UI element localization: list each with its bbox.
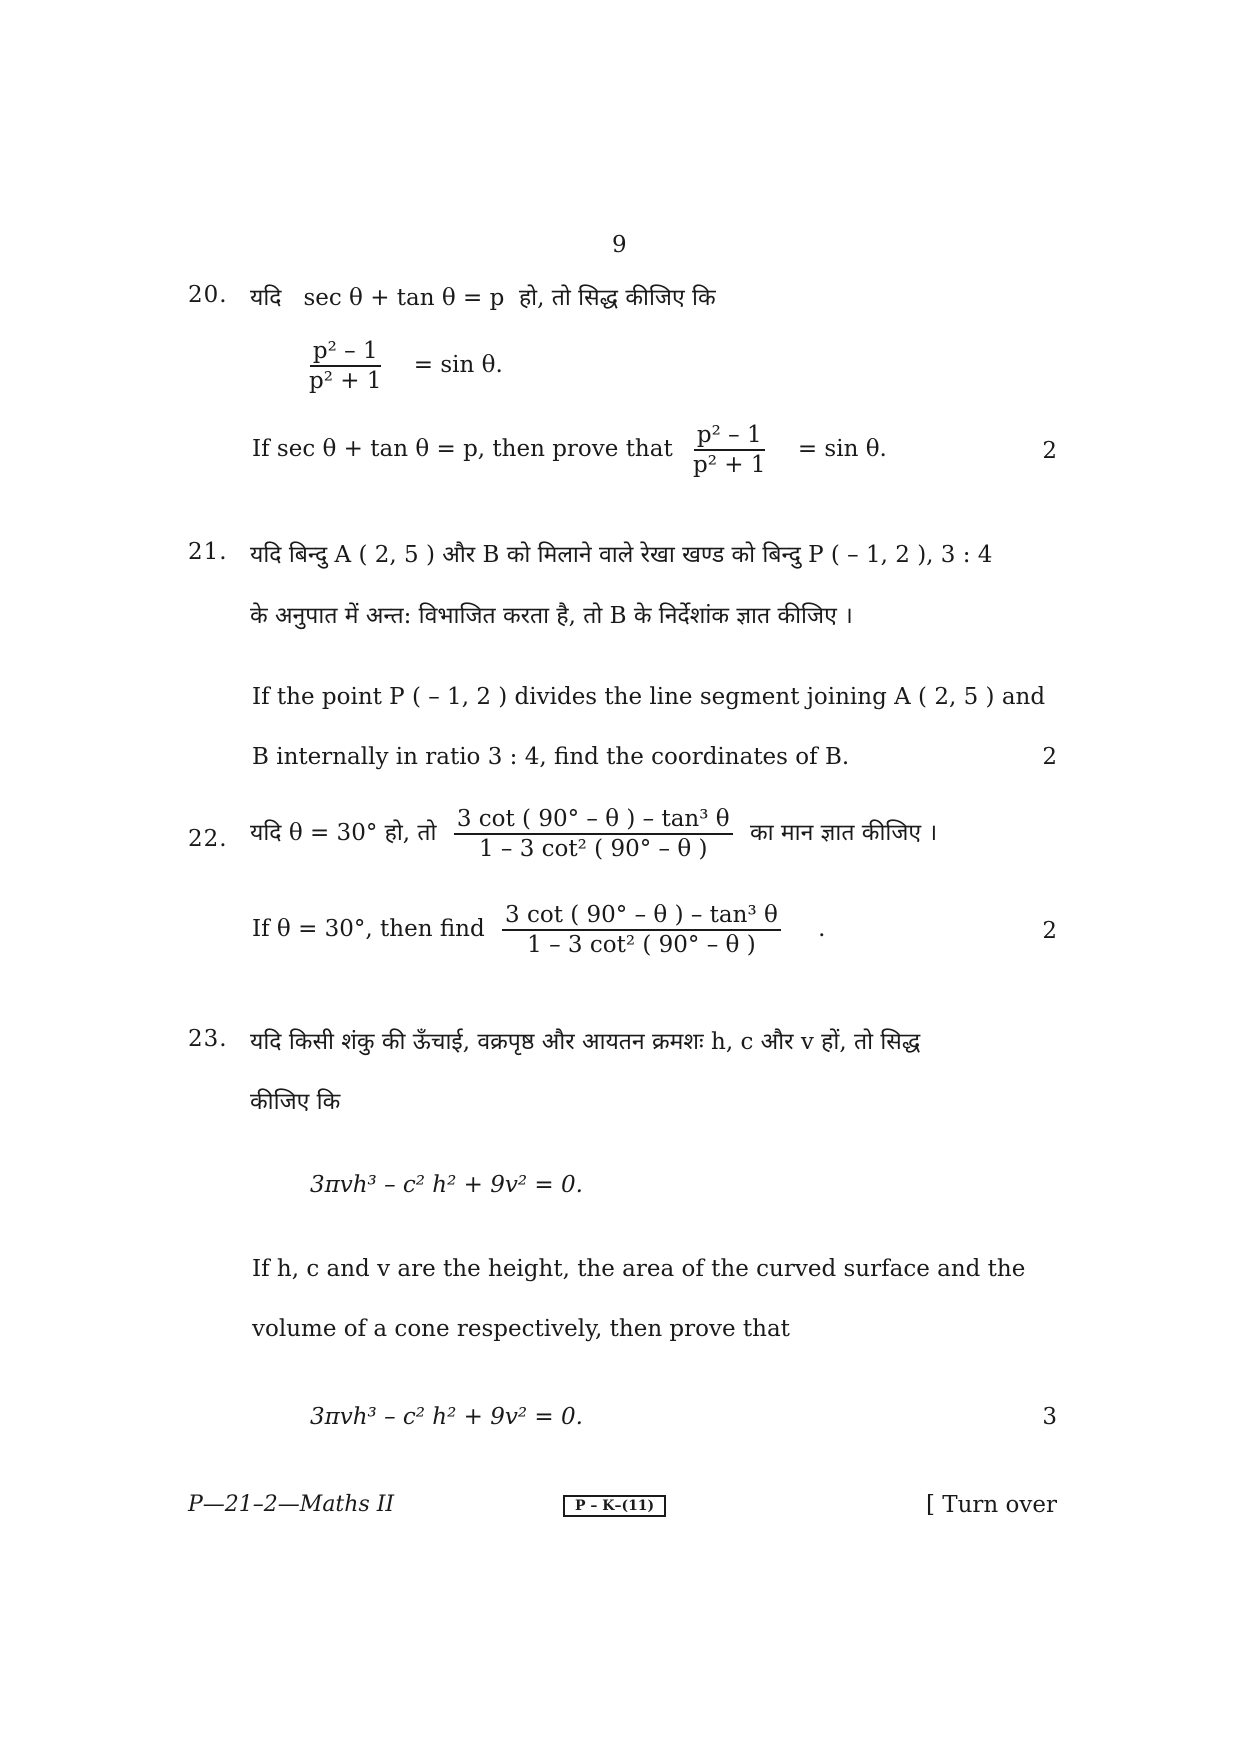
q22-english-suffix: . xyxy=(818,916,826,942)
q20-fraction-denominator: p² + 1 xyxy=(309,368,382,394)
footer-paper-code: P—21–2—Maths II xyxy=(188,1492,395,1517)
q20-english-statement xyxy=(252,422,887,478)
q20-english-fraction-denominator: p² + 1 xyxy=(693,452,766,478)
q21-english-line-2: B internally in ratio 3 : 4, find the coordinates of B. xyxy=(252,744,850,770)
q23-number: 23. xyxy=(188,1026,228,1052)
q20-hindi-statement xyxy=(250,280,716,312)
q22-marks: 2 xyxy=(1042,918,1057,944)
q21-english-line-1: If the point P ( – 1, 2 ) divides the line segment joining A ( 2, 5 ) and xyxy=(252,684,1046,710)
q22-hindi-fraction xyxy=(454,806,733,862)
q23-marks: 3 xyxy=(1042,1404,1057,1430)
q22-number: 22. xyxy=(188,826,228,852)
q20-marks: 2 xyxy=(1042,438,1057,464)
q20-fraction-numerator: p² – 1 xyxy=(310,338,381,367)
q22-english-prefix: If θ = 30°, then find xyxy=(252,916,485,942)
q20-fraction xyxy=(306,338,384,394)
q20-english-fraction xyxy=(690,422,768,478)
q20-rhs: = sin θ. xyxy=(413,352,503,378)
q22-english-statement xyxy=(252,902,825,958)
q23-english-line-1: If h, c and v are the height, the area of the curved surface and the xyxy=(252,1256,1026,1282)
q21-hindi-line-1: यदि बिन्दु A ( 2, 5 ) और B को मिलाने वाले रेखा खण्ड को बिन्दु P ( – 1, 2 ), 3 : 4 xyxy=(250,542,993,568)
q22-hindi-fraction-numerator: 3 cot ( 90° – θ ) – tan³ θ xyxy=(454,806,733,835)
q20-english-text: If sec θ + tan θ = p, then prove that xyxy=(252,436,673,462)
q23-english-equation: 3πvh³ – c² h² + 9v² = 0. xyxy=(310,1404,583,1430)
q20-hindi-prefix: यदि xyxy=(250,285,282,311)
q23-hindi-equation: 3πvh³ – c² h² + 9v² = 0. xyxy=(310,1172,583,1198)
q23-hindi-line-1: यदि किसी शंकु की ऊँचाई, वक्रपृष्ठ और आयतन क्रमशः h, c और v हों, तो सिद्ध xyxy=(250,1029,921,1055)
footer-set-code-box: P – K–(11) xyxy=(563,1495,666,1517)
q22-hindi-suffix: का मान ज्ञात कीजिए । xyxy=(749,820,938,846)
q20-hindi-suffix: हो, तो सिद्ध कीजिए कि xyxy=(518,285,716,311)
q20-number: 20. xyxy=(188,282,228,308)
q20-english-rhs: = sin θ. xyxy=(797,436,887,462)
q23-english-line-2: volume of a cone respectively, then prove that xyxy=(252,1316,790,1342)
footer-turn-over: [ Turn over xyxy=(925,1492,1057,1518)
page-number: 9 xyxy=(612,232,627,258)
q20-english-fraction-numerator: p² – 1 xyxy=(694,422,765,451)
q22-hindi-prefix: यदि θ = 30° हो, तो xyxy=(250,820,437,846)
q23-hindi-line-2: कीजिए कि xyxy=(250,1089,341,1115)
q21-hindi-line-2: के अनुपात में अन्त: विभाजित करता है, तो B के निर्देशांक ज्ञात कीजिए । xyxy=(250,603,853,629)
q20-hindi-condition: sec θ + tan θ = p xyxy=(303,285,505,311)
q22-hindi-fraction-denominator: 1 – 3 cot² ( 90° – θ ) xyxy=(478,836,708,862)
q22-english-fraction-numerator: 3 cot ( 90° – θ ) – tan³ θ xyxy=(502,902,781,931)
q22-english-fraction-denominator: 1 – 3 cot² ( 90° – θ ) xyxy=(527,932,756,958)
q21-number: 21. xyxy=(188,539,228,565)
q22-english-fraction xyxy=(502,902,781,958)
q21-marks: 2 xyxy=(1042,744,1057,770)
q20-hindi-equation xyxy=(296,338,503,394)
q22-hindi-statement xyxy=(250,806,937,862)
